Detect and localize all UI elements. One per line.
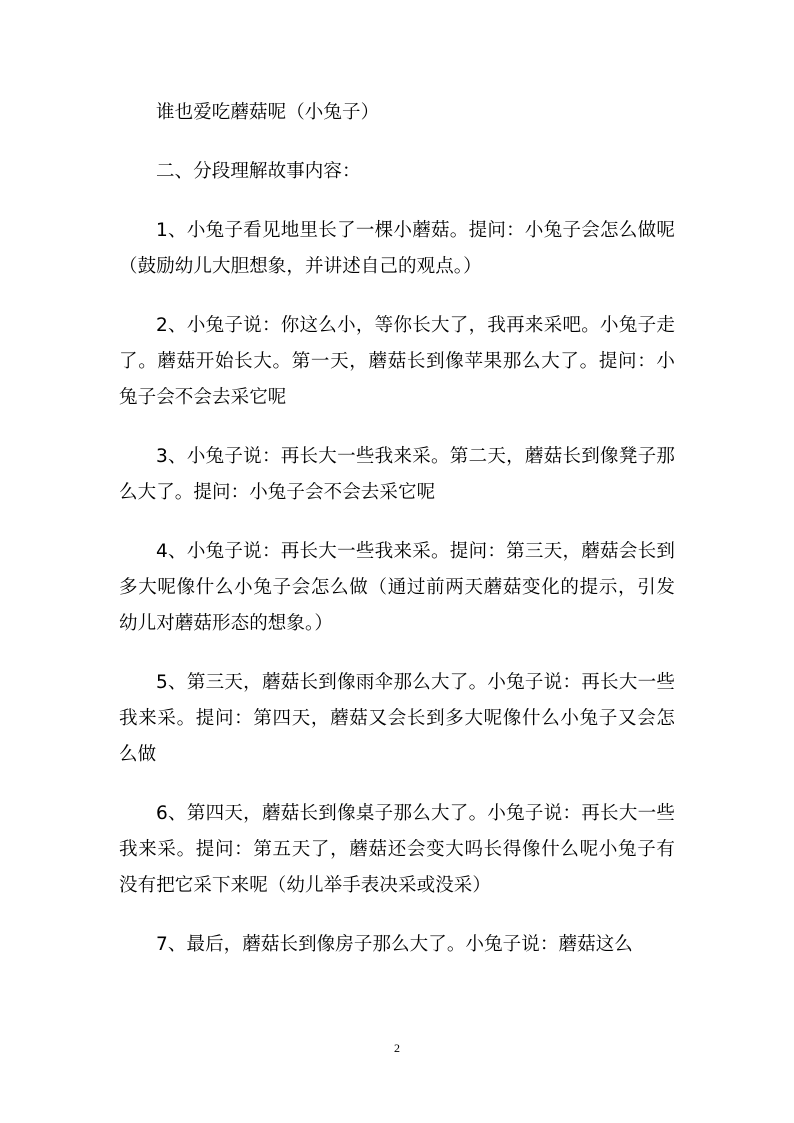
paragraph-9: 7、最后，蘑菇长到像房子那么大了。小兔子说：蘑菇这么 — [156, 934, 633, 955]
paragraph-8: 6、第四天，蘑菇长到像桌子那么大了。小兔子说：再长大一些我来采。提问：第五天了，蘑菇还会变大吗长得像什么呢小兔子有没有把它采下来呢（幼儿举手表决采或没采） — [119, 803, 675, 896]
paragraph-6: 4、小兔子说：再长大一些我来采。提问：第三天，蘑菇会长到多大呢像什么小兔子会怎么做（通过前两天蘑菇变化的提示，引发幼儿对蘑菇形态的想象。） — [119, 541, 675, 634]
page-number: 2 — [394, 1041, 400, 1055]
paragraph-4: 2、小兔子说：你这么小，等你长大了，我再来采吧。小兔子走了。蘑菇开始长大。第一天，蘑菇长到像苹果那么大了。提问：小兔子会不会去采它呢 — [119, 315, 675, 408]
paragraph-2: 二、分段理解故事内容： — [156, 161, 361, 182]
paragraph-1: 谁也爱吃蘑菇呢（小兔子） — [156, 102, 380, 123]
paragraph-3: 1、小兔子看见地里长了一棵小蘑菇。提问：小兔子会怎么做呢（鼓励幼儿大胆想象，并讲述自己的观点。） — [119, 220, 675, 277]
paragraph-5: 3、小兔子说：再长大一些我来采。第二天，蘑菇长到像凳子那么大了。提问：小兔子会不会去采它呢 — [119, 446, 675, 503]
paragraph-7: 5、第三天，蘑菇长到像雨伞那么大了。小兔子说：再长大一些我来采。提问：第四天，蘑菇又会长到多大呢像什么小兔子又会怎么做 — [119, 672, 675, 765]
body-text — [119, 95, 675, 963]
